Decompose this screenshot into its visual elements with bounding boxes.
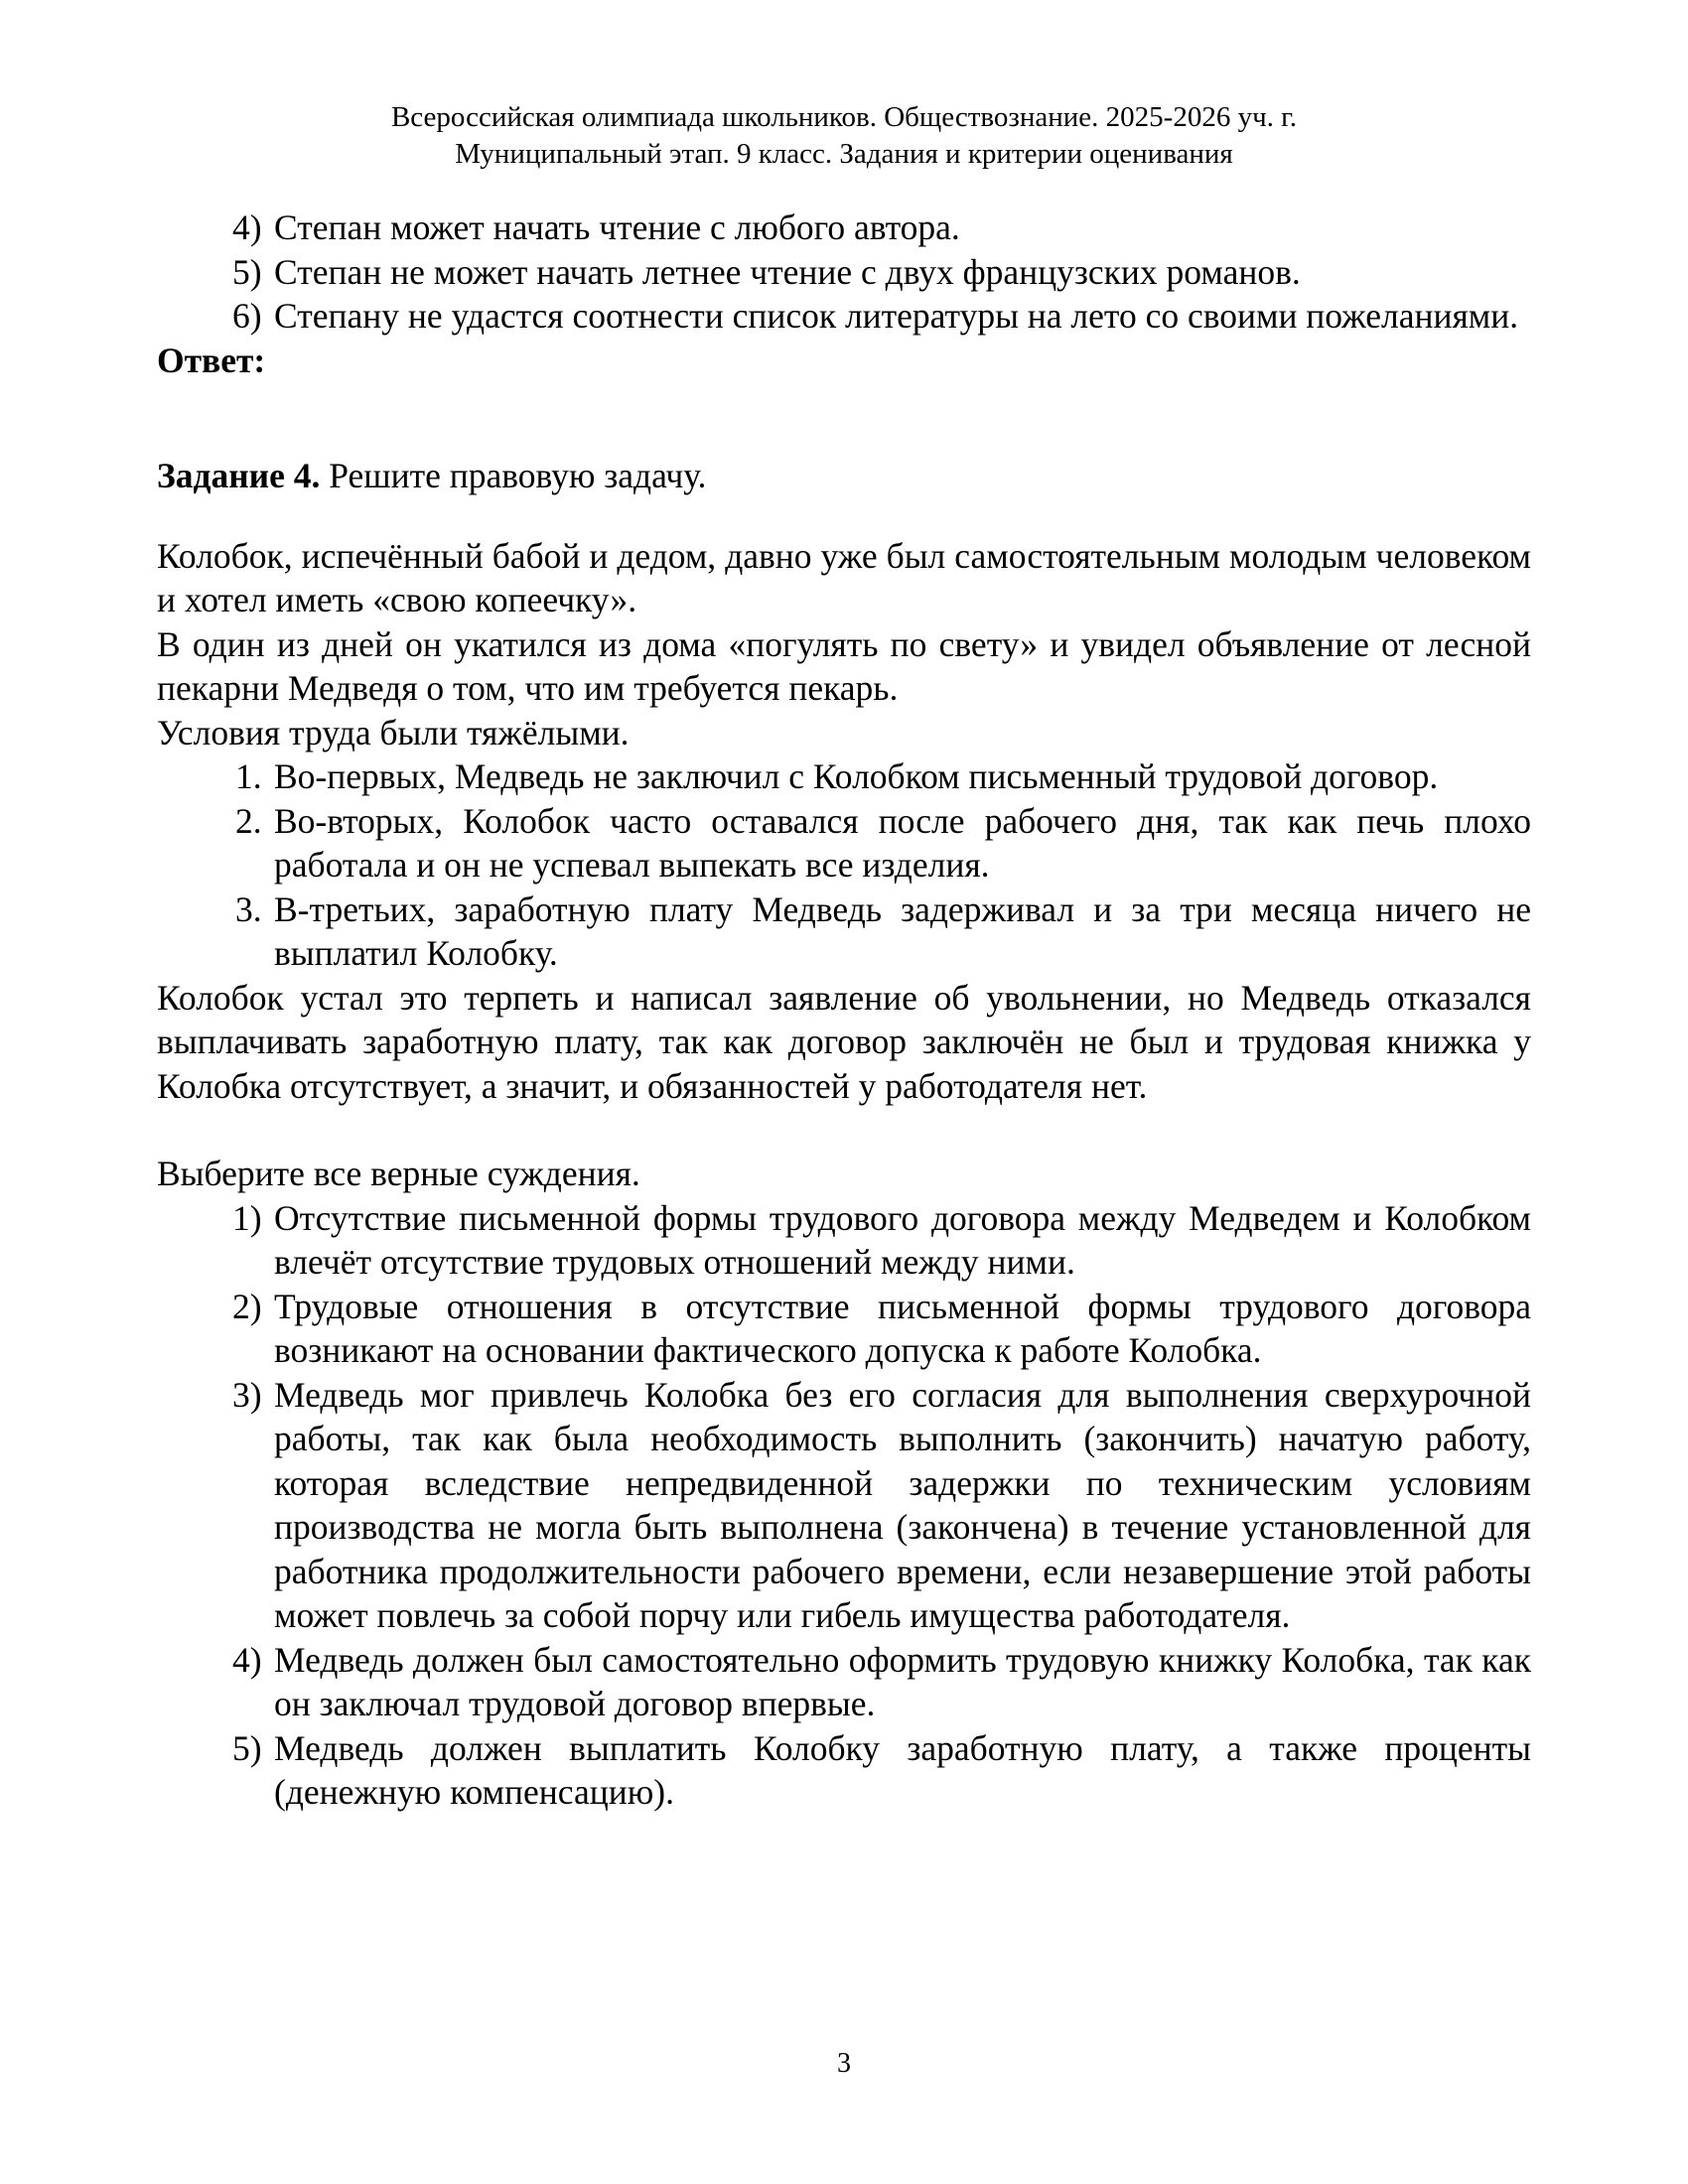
option-item: 6) Степану не удастся соотнести список литературы на лето со своими пожеланиями. (232, 296, 1519, 336)
condition-item: 3. В-третьих, заработную плату Медведь задерживал и за три месяца ничего не выплатил Колобку. (235, 888, 1531, 973)
option-item: 5) Медведь должен выплатить Колобку заработную плату, а также проценты (денежную компенсацию). (232, 1727, 1531, 1812)
previous-task-options (157, 205, 1531, 339)
condition-item: 2. Во-вторых, Колобок часто оставался после рабочего дня, так как печь плохо работала и он не успевал выпекать все изделия. (235, 800, 1531, 885)
answer-label: Ответ: (157, 340, 266, 380)
page-number: 3 (837, 2048, 851, 2079)
option-item: 3) Медведь мог привлечь Колобка без его согласия для выполнения сверхурочной работы, так как была необходимость выполнить (закончить) начатую работу, которая вследствие непредвиденной задержки по техническим условиям производства не могла быть выполнена (закончена) в течение установленной для работника продолжительности рабочего времени, если незавершение этой работы может повлечь за собой порчу или гибель имущества работодателя. (232, 1374, 1531, 1635)
option-item: 5) Степан не может начать летнее чтение с двух французских романов. (232, 251, 1301, 292)
page-content (157, 205, 1531, 1815)
option-item: 1) Отсутствие письменной формы трудового договора между Медведем и Колобком влечёт отсутствие трудовых отношений между ними. (232, 1197, 1531, 1282)
story-paragraph: В один из дней он укатился из дома «погулять по свету» и увидел объявление от лесной пекарни Медведя о том, что им требуется пекарь. (157, 623, 1531, 708)
story-paragraph: Условия труда были тяжёлыми. (157, 712, 630, 752)
option-item: 2) Трудовые отношения в отсутствие письменной формы трудового договора возникают на основании фактического допуска к работе Колобка. (232, 1286, 1531, 1370)
conclusion-paragraph: Колобок устал это терпеть и написал заявление об увольнении, но Медведь отказался выплачивать заработную плату, так как договор заключён не был и трудовая книжка у Колобка отсутствует, а значит, и обязанностей у работодателя нет. (157, 977, 1531, 1106)
task-instruction: Решите правовую задачу. (320, 456, 707, 495)
question-text: Выберите все верные суждения. (157, 1154, 640, 1193)
condition-item: 1. Во-первых, Медведь не заключил с Колобком письменный трудовой договор. (235, 756, 1439, 796)
page-header (0, 99, 1688, 173)
task-4-title (157, 454, 1531, 498)
task-number: Задание 4. (157, 456, 321, 495)
option-item: 4) Медведь должен был самостоятельно оформить трудовую книжку Колобка, так как он заключал трудовой договор впервые. (232, 1639, 1531, 1723)
header-line-2: Муниципальный этап. 9 класс. Задания и критерии оценивания (455, 138, 1233, 170)
answer-options-list (157, 1196, 1531, 1815)
story-paragraph: Колобок, испечённый бабой и дедом, давно уже был самостоятельным молодым человеком и хотел иметь «свою копеечку». (157, 535, 1531, 619)
option-item: 4) Степан может начать чтение с любого автора. (232, 207, 960, 247)
conditions-list (157, 754, 1531, 976)
header-line-1: Всероссийская олимпиада школьников. Обществознание. 2025-2026 уч. г. (390, 101, 1298, 133)
